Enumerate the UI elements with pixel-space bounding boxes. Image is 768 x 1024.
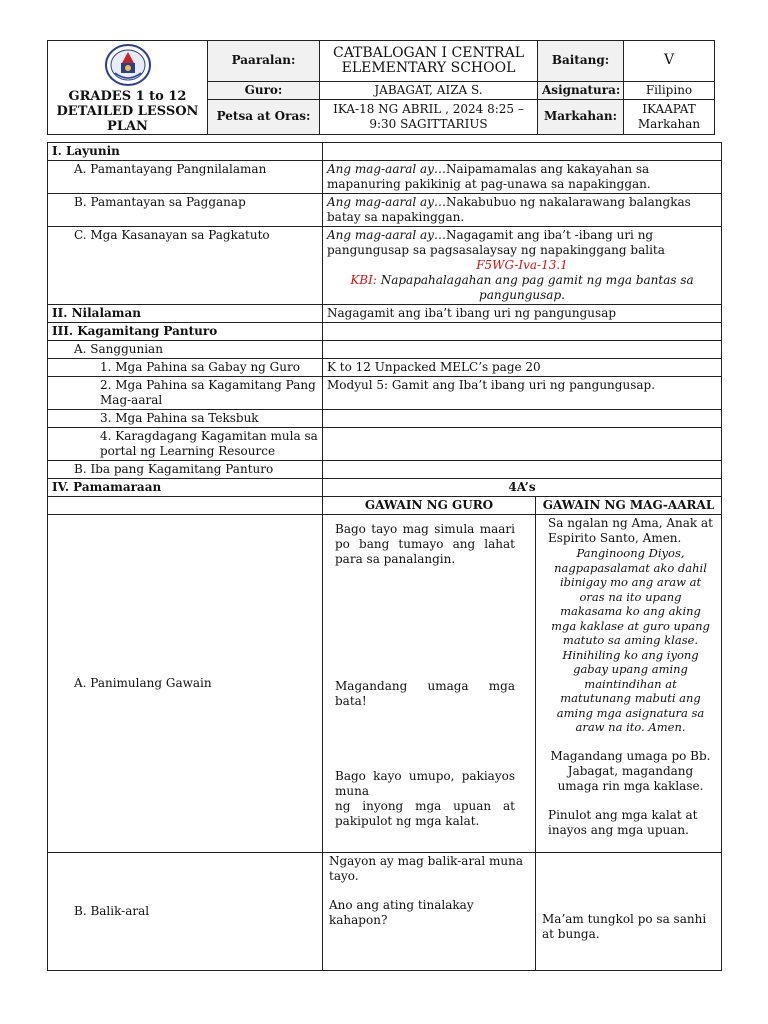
header-table [47, 40, 715, 135]
pangnilalaman-text: Naipamamalas ang kakayahan sa mapanuring pakikinig at pag-unawa sa napakinggan. [327, 162, 651, 191]
pagganap-text: Nakabubuo ng nakalarawang balangkas batay sa napakinggan. [327, 195, 691, 224]
guro-greeting: Magandang umaga mga bata! [335, 679, 515, 708]
sanggunian-empty [323, 341, 722, 359]
gabay-guro-value: K to 12 Unpacked MELC’s page 20 [323, 359, 722, 377]
panimulang-magaaral-cell [536, 515, 722, 853]
karagdagang-kagamitan-empty [323, 428, 722, 461]
magaaral-balik-aral-answer: Ma’am tungkol po sa sanhi at bunga. [542, 912, 707, 941]
balik-aral-magaaral-cell [536, 853, 722, 971]
magaaral-response: Pinulot ang mga kalat at inayos ang mga upuan. [548, 807, 698, 837]
column-header-empty [48, 497, 323, 515]
kbi-line [327, 273, 717, 303]
asignatura-label: Asignatura: [538, 81, 624, 99]
lead-text: Ang mag-aaral ay… [327, 162, 446, 176]
lesson-table [47, 142, 722, 971]
panimulang-guro-cell [323, 515, 536, 853]
layunin-empty [323, 143, 722, 161]
petsa-value: IKA-18 NG ABRIL , 2024 8:25 – 9:30 SAGITTARIUS [320, 99, 538, 134]
magaaral-sign-of-cross: Sa ngalan ng Ama, Anak at Espirito Santo, Amen. [548, 516, 713, 545]
panimulang-gawain-label: A. Panimulang Gawain [48, 515, 323, 853]
pamantayan-pagganap-value [323, 194, 722, 227]
balik-aral-guro-cell [323, 853, 536, 971]
paaralan-value: CATBALOGAN I CENTRAL ELEMENTARY SCHOOL [320, 41, 538, 82]
guro-balik-aral-question: Ano ang ating tinalakay kahapon? [329, 898, 474, 927]
iba-pang-kagamitan-empty [323, 461, 722, 479]
pamantayan-pagganap-label: B. Pamantayan sa Pagganap [48, 194, 323, 227]
iba-pang-kagamitan-label: B. Iba pang Kagamitang Panturo [48, 461, 323, 479]
sanggunian-label: A. Sanggunian [48, 341, 323, 359]
markahan-label: Markahan: [538, 99, 624, 134]
guro-value: JABAGAT, AIZA S. [320, 81, 538, 99]
kasanayan-text: Nagagamit ang iba’t -ibang uri ng pangungusap sa pagsasalaysay ng napakinggang balita [327, 228, 665, 257]
kagamitang-magaaral-value: Modyul 5: Gamit ang Iba’t ibang uri ng pangungusap. [323, 377, 722, 410]
baitang-value: V [624, 41, 715, 82]
guro-balik-aral-intro: Ngayon ay mag balik-aral muna tayo. [329, 854, 523, 883]
karagdagang-kagamitan-label: 4. Karagdagang Kagamitan mula sa portal ng Learning Resource [48, 428, 323, 461]
grades-title: GRADES 1 to 12 DETAILED LESSON PLAN [56, 89, 199, 134]
pamantayang-pangnilalaman-value [323, 161, 722, 194]
pamantayang-pangnilalaman-label: A. Pamantayang Pangnilalaman [48, 161, 323, 194]
deped-seal-icon [99, 43, 157, 87]
gawain-magaaral-header: GAWAIN NG MAG-AARAL [536, 497, 722, 515]
teksbuk-empty [323, 410, 722, 428]
kbi-text: Napapahalagahan ang pag gamit ng mga bantas sa pangungusap. [376, 273, 694, 302]
baitang-label: Baitang: [538, 41, 624, 82]
guro-prayer-request: Bago tayo mag simula maari po bang tumayo ang lahat para sa panalangin. [335, 522, 515, 566]
magaaral-prayer: Panginoong Diyos, nagpapasalamat ako dahil ibinigay mo ang araw at oras na ito upang makasama ko ang aking mga kaklase at guro upang matuto sa aming klase. Hinihiling ko ang iyong gabay upang aming maintindihan at matutunang mabuti ang aming mga asignatura sa araw na ito. Amen. [551, 546, 710, 734]
lead-text: Ang mag-aaral ay… [327, 195, 446, 209]
balik-aral-label: B. Balik-aral [48, 853, 323, 971]
asignatura-value: Filipino [624, 81, 715, 99]
magaaral-greeting: Magandang umaga po Bb. Jabagat, magandang umaga rin mga kaklase. [550, 748, 711, 793]
layunin-heading: I. Layunin [48, 143, 323, 161]
nilalaman-value: Nagagamit ang iba’t ibang uri ng pangungusap [323, 305, 722, 323]
guro-label: Guro: [208, 81, 320, 99]
paaralan-label: Paaralan: [208, 41, 320, 82]
competency-code: F5WG-Iva-13.1 [476, 258, 568, 272]
lead-text: Ang mag-aaral ay… [327, 228, 446, 242]
kasanayan-value [323, 227, 722, 305]
nilalaman-label: II. Nilalaman [48, 305, 323, 323]
pamamaraan-label: IV. Pamamaraan [48, 479, 323, 497]
kasanayan-label: C. Mga Kasanayan sa Pagkatuto [48, 227, 323, 305]
kagamitang-magaaral-label: 2. Mga Pahina sa Kagamitang Pang Mag-aaral [48, 377, 323, 410]
kagamitan-empty [323, 323, 722, 341]
guro-instruction-2: ng inyong mga upuan at pakipulot ng mga kalat. [335, 799, 515, 828]
petsa-label: Petsa at Oras: [208, 99, 320, 134]
gabay-guro-label: 1. Mga Pahina sa Gabay ng Guro [48, 359, 323, 377]
markahan-value: IKAAPAT Markahan [624, 99, 715, 134]
kagamitan-label: III. Kagamitang Panturo [48, 323, 323, 341]
title-cell [48, 41, 208, 135]
pamamaraan-value: 4A’s [323, 479, 722, 497]
gawain-guro-header: GAWAIN NG GURO [323, 497, 536, 515]
kbi-label: KBI: [350, 273, 377, 287]
guro-instruction-1: Bago kayo umupo, pakiayos muna [335, 769, 515, 798]
teksbuk-label: 3. Mga Pahina sa Teksbuk [48, 410, 323, 428]
